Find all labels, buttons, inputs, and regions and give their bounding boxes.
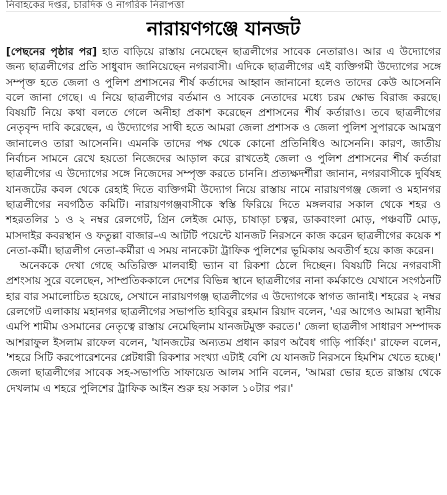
- paragraph-text: হাত বাড়িয়ে রাস্তায় নেমেছেন ছাত্রলীগের সাবেক নেতারাও। আর এ উদ্যোগের জন্য ছাত্রলীগের প্রতি সাধুবাদ জানিয়েছেন নগরবাসী। এদিকে ছাত্রলীগের এই ব্যক্তিগমী উদ্যোগের সঙ্গে সম্পৃক্ত হতে জেলা ও পুলিশ প্রশাসনের শীর্ষ কর্তাদের আহ্বান জানানো হলেও তাদের কেউ আসেননি বলে জানা গেছে। এ নিয়ে ছাত্রলীগের বর্তমান ও সাবেক নেতাদের মধ্যে চরম ক্ষোভ বিরাজ করছে। বিষয়টি নিয়ে কথা বলতে গেলে অনীহা প্রকাশ করেছেন প্রশাসনের শীর্ষ কর্তারাও। তবে ছাত্রলীগের নেতৃবৃন্দ দাবি করেছেন, এ উদ্যোগের সাথী হতে আমরা জেলা প্রশাসক ও জেলা পুলিশ সুপারকে আমন্ত্রণ জানালেও তারা আসেননি। এমনকি তাদের পক্ষ থেকে কোনো প্রতিনিধিও আসেননি। কারণ, জাতীয় নির্বাচন সামনে রেখে হয়তো নিজেদের আড়াল করে রাখতেই জেলা ও পুলিশ প্রশাসনের শীর্ষ কর্তারা ছাত্রলীগের এ উদ্যোগের সঙ্গে নিজেদের সম্পৃক্ত করতে চাননি। প্রত্যক্ষদর্শীরা জানান, নগরবাসীকে দুর্বিষহ যানজটের কবল থেকে রেহাই দিতে ব্যক্তিগমী উদ্যোগ নিয়ে রাস্তায় নামে নারায়ণগঞ্জ জেলা ও মহানগর ছাত্রলীগের নবগঠিত কমিটি। নারায়ণগঞ্জবাসীকে স্বস্তি ফিরিয়ে দিতে মঙ্গলবার সকাল থেকে শহর ও শহরতলির ১ ও ২ নম্বর রেলগেট, গ্রিন লেইজ মোড়, চাষাড়া চত্বর, ডাকবাংলা মোড়, পঞ্চবটি মোড়, মাসদাইর কবরস্থান ও ফতুল্লা বাজার–এ আটটি পয়েন্টে যানজট নিরসনে কাজ করেন ছাত্রলীগের কয়েক শ নেতা-কর্মী। ছাত্রলীগ নেতা-কর্মীরা এ সময় নানকেটা ট্রাফিক পুলিশের ভূমিকায় অবতীর্ণ হয়ে কাজ করেন।: [6, 46, 441, 257]
- paragraph-text: অনেককে দেখা গেছে অতিরিক্ত মালবাহী ভ্যান বা রিকশা ঠেলে দিচ্ছেন। বিষয়টি নিয়ে নগরবাসী প্রশংসায় সুরে বলেছেন, সাম্প্রতিককালে দেশের বিভিন্ন স্থানে ছাত্রলীগের নানা কর্মকাণ্ডে যেখানে সংগঠনটি হার বার সমালোচিত হয়েছে, সেখানে নারায়ণগঞ্জ ছাত্রলীগের এ উদ্যোগকে স্বাগত জানাই। শহরের ২ নম্বর রেলগেট এলাকায় মহানগর ছাত্রলীগের সভাপতি হাবিবুর রহমান রিয়াদ বলেন, 'এর আগেও আমরা স্থানীয় এমপি শামীম ওসমানের নেতৃত্বে রাস্তায় নেমেছিলাম যানজটমুক্ত করতে।' জেলা ছাত্রলীগ সাধারণ সম্পাদক আশরাফুল ইসলাম রাফেল বলেন, 'যানজটের অন্যতম প্রধান কারণ অবৈধ গাড়ি পার্কিং।' রাফেল বলেন, 'শহরে সিটি করপোরেশনের প্লেটধারী রিকশার সংখ্যা এটাই বেশি যে যানজট নিরসনে হিমশিম খেতে হচ্ছে।' জেলা ছাত্রলীগের সাবেক সহ-সভাপতি সাফায়েত আলম সানি বলেন, 'আমরা ভোর হতে রাস্তায় থেকে দেখলাম এ শহরে পুলিশের ট্রাফিক আইন শুরু হয় সকাল ১০টার পর।': [6, 260, 441, 395]
- article-headline: নারায়ণগঞ্জে যানজট: [146, 18, 301, 40]
- continued-from-tag: [পেছনের পৃষ্ঠার পর]: [6, 46, 97, 58]
- previous-article-strip: নিবাহকের দপ্তর, চারদিক ও নাগরিক নিরাপত্তা: [6, 0, 441, 12]
- article-paragraph: [6, 45, 441, 259]
- article-body: [6, 45, 441, 397]
- article-paragraph: [6, 259, 441, 397]
